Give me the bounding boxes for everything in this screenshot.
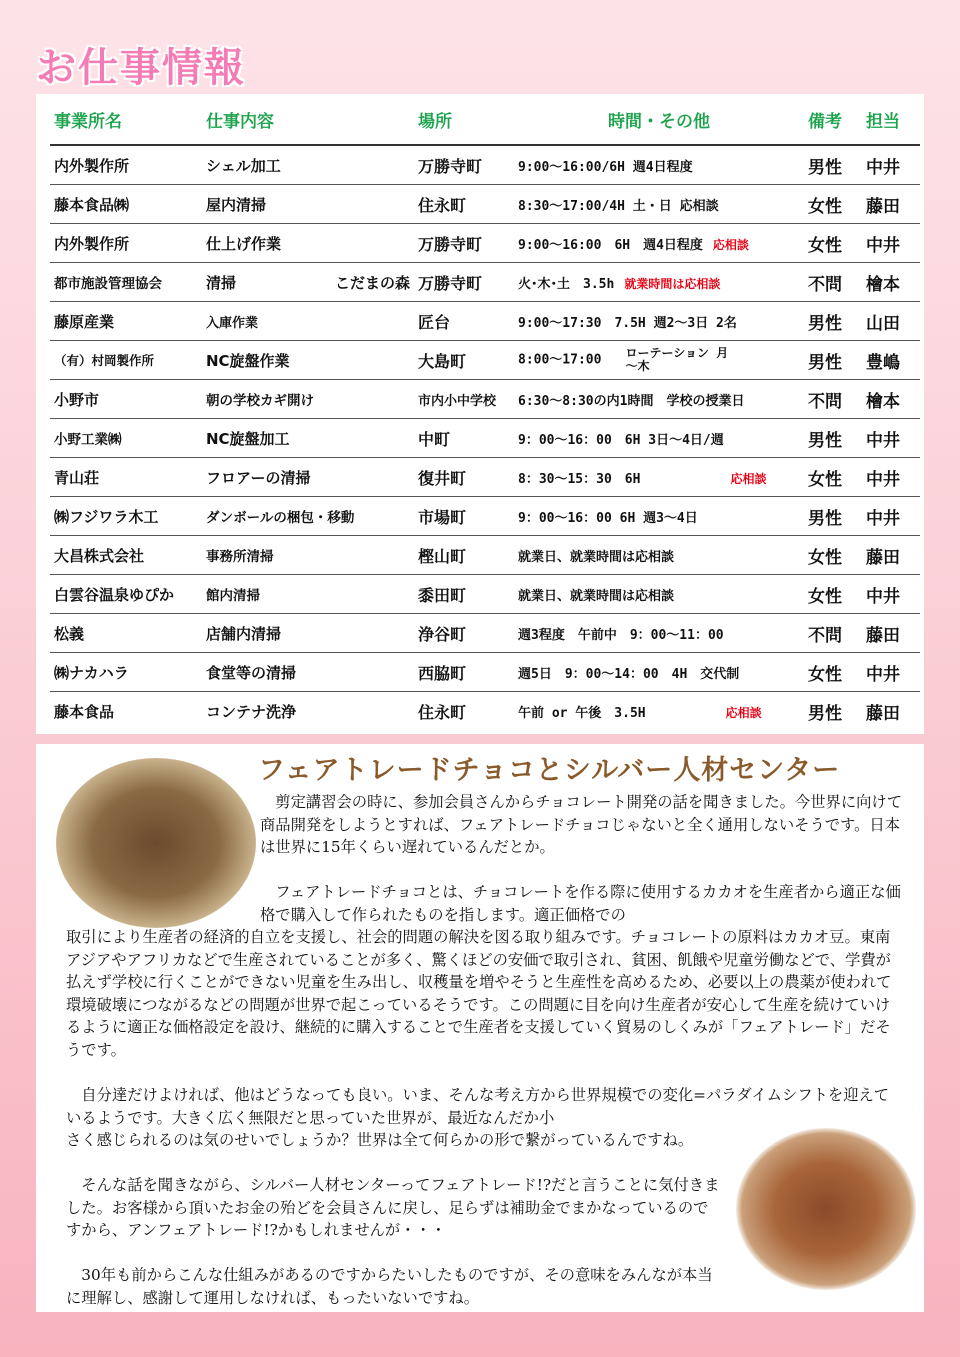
job-name: 内外製作所 bbox=[50, 145, 202, 185]
job-note: 女性 bbox=[804, 653, 862, 692]
job-work: 屋内清掃 bbox=[202, 185, 414, 224]
header-place: 場所 bbox=[418, 111, 452, 132]
job-note: 男性 bbox=[808, 703, 842, 724]
job-time-text: 9：00～16：00 6H 週3～4日 bbox=[518, 510, 698, 526]
job-work: NC旋盤作業 bbox=[202, 341, 414, 380]
job-place: 市場町 bbox=[414, 497, 514, 536]
job-time bbox=[514, 692, 804, 731]
job-note: 不問 bbox=[804, 380, 862, 419]
job-time bbox=[514, 497, 804, 536]
job-name: 小野工業㈱ bbox=[50, 419, 202, 458]
job-name: 藤本食品㈱ bbox=[50, 185, 202, 224]
job-time-text: 午前 or 午後 3.5H bbox=[518, 705, 646, 721]
job-time-note: 応相談 bbox=[730, 471, 767, 486]
job-row bbox=[50, 497, 920, 536]
job-note: 女性 bbox=[804, 185, 862, 224]
job-row bbox=[50, 145, 920, 185]
header-name: 事業所名 bbox=[54, 111, 122, 132]
job-place: 市内小中学校 bbox=[414, 380, 514, 419]
job-time bbox=[514, 185, 804, 224]
job-place: 万勝寺町 bbox=[414, 224, 514, 263]
job-time bbox=[514, 575, 804, 614]
job-time bbox=[514, 653, 804, 692]
job-work: 入庫作業 bbox=[202, 302, 414, 341]
job-name: 藤原産業 bbox=[50, 302, 202, 341]
job-place: 万勝寺町 bbox=[414, 263, 514, 302]
job-time-text: 8:30～17:00/4H 土・日 応相談 bbox=[518, 198, 719, 214]
job-staff: 山田 bbox=[862, 302, 920, 341]
article-title: フェアトレードチョコとシルバー人材センター bbox=[258, 755, 841, 786]
job-name: 藤本食品 bbox=[54, 702, 115, 721]
job-staff: 藤田 bbox=[862, 614, 920, 653]
job-name: 都市施設管理協会 bbox=[50, 263, 202, 302]
article-paragraph: 30年も前からこんな仕組みがあるのですからたいしたものですが、その意味をみんなが本当に理解し、感謝して運用しなければ、もったいないですね。 bbox=[66, 1266, 713, 1307]
job-row bbox=[50, 419, 920, 458]
job-time bbox=[514, 614, 804, 653]
job-work: コンテナ洗浄 bbox=[206, 702, 297, 721]
job-time-text: 週3程度 午前中 9：00～11：00 bbox=[518, 627, 724, 643]
job-work-extra: こだまの森 bbox=[334, 273, 410, 292]
job-place: 万勝寺町 bbox=[414, 145, 514, 185]
job-note: 不問 bbox=[804, 614, 862, 653]
job-staff: 藤田 bbox=[862, 536, 920, 575]
job-time-text: 就業日、就業時間は応相談 bbox=[518, 588, 675, 604]
article-paragraph: フェアトレードチョコとは、チョコレートを作る際に使用するカカオを生産者から適正な価格で購入して作られたものを指します。適正価格での bbox=[260, 883, 901, 924]
job-work: 事務所清掃 bbox=[202, 536, 414, 575]
job-time-note: ローテーション 月～木 bbox=[625, 346, 729, 373]
job-place: 大島町 bbox=[414, 341, 514, 380]
job-note: 男性 bbox=[804, 145, 862, 185]
job-work-text: 清掃 bbox=[206, 273, 237, 292]
job-place: 住永町 bbox=[418, 702, 467, 722]
job-place: 匠台 bbox=[414, 302, 514, 341]
job-work: 朝の学校カギ開け bbox=[202, 380, 414, 419]
job-note: 女性 bbox=[804, 224, 862, 263]
job-staff: 豊嶋 bbox=[862, 341, 920, 380]
job-staff: 中井 bbox=[862, 497, 920, 536]
job-place: 浄谷町 bbox=[414, 614, 514, 653]
job-name: 大昌株式会社 bbox=[50, 536, 202, 575]
job-staff: 中井 bbox=[862, 224, 920, 263]
job-work bbox=[202, 263, 414, 302]
job-name: ㈱フジワラ木工 bbox=[50, 497, 202, 536]
job-name: 内外製作所 bbox=[50, 224, 202, 263]
header-time: 時間・その他 bbox=[608, 111, 710, 132]
article-paragraph: 取引により生産者の経済的自立を支援し、社会的問題の解決を図る取り組みです。チョコレートの原料はカカオ豆。東南アジアやアフリカなどで生産されていることが多く、驚くほどの安価で取引され、貧困、飢餓や児童労働などで、学費が払えず学校に行くことができない児童を生み出し、収穫量を増やそうと生産性を高めるため、必要以上の農薬が使われて環境破壊につながるなどの問題が世界で起こっているそうです。この問題に目を向け生産者が安心して生産を続けていけるように適正な価格設定を設け、継続的に購入することで生産者を支援していく貿易のしくみが「フェアトレード」だそうです。 bbox=[66, 928, 892, 1059]
job-time bbox=[514, 536, 804, 575]
job-row bbox=[50, 263, 920, 302]
job-staff: 檜本 bbox=[862, 263, 920, 302]
job-note: 男性 bbox=[804, 341, 862, 380]
job-row bbox=[50, 224, 920, 263]
job-staff: 藤田 bbox=[866, 703, 900, 724]
job-row bbox=[50, 341, 920, 380]
jobs-header-row bbox=[50, 94, 920, 145]
job-staff: 檜本 bbox=[862, 380, 920, 419]
job-place: 樫山町 bbox=[414, 536, 514, 575]
job-time-text: 9：00～16：00 6H 3日～4日/週 bbox=[518, 432, 724, 448]
job-time bbox=[514, 341, 804, 380]
header-note: 備考 bbox=[808, 111, 842, 132]
job-note: 男性 bbox=[804, 497, 862, 536]
article-paragraph: 自分達だけよければ、他はどうなっても良い。いま、そんな考え方から世界規模での変化=パラダイムシフトを迎えているようです。大きく広く無限だと思っていた世界が、最近なんだか小 bbox=[66, 1086, 890, 1127]
job-time-text: 9:00～16:00/6H 週4日程度 bbox=[518, 159, 693, 175]
job-work: ダンボールの梱包・移動 bbox=[202, 497, 414, 536]
article-paragraph: そんな話を聞きながら、シルバー人材センターってフェアトレード!?だと言うことに気付きました。お客様から頂いたお金の殆どを会員さんに戻し、足らずは補助金でまかなっているのですから、アンフェアトレード!?かもしれませんが・・・ bbox=[66, 1176, 720, 1239]
header-staff: 担当 bbox=[866, 111, 900, 132]
job-row bbox=[50, 614, 920, 653]
article-panel bbox=[36, 744, 924, 1312]
job-note: 男性 bbox=[804, 419, 862, 458]
job-name: ㈱ナカハラ bbox=[50, 653, 202, 692]
job-row bbox=[50, 380, 920, 419]
job-time bbox=[514, 419, 804, 458]
job-work: NC旋盤加工 bbox=[202, 419, 414, 458]
job-note: 女性 bbox=[804, 458, 862, 497]
job-time bbox=[514, 380, 804, 419]
job-row bbox=[50, 653, 920, 692]
job-row bbox=[50, 458, 920, 497]
job-row bbox=[50, 302, 920, 341]
photo-cacao-boy bbox=[56, 758, 256, 928]
job-time-note: 応相談 bbox=[725, 705, 762, 720]
job-time-text: 週5日 9：00～14：00 4H 交代制 bbox=[518, 666, 740, 682]
job-staff: 中井 bbox=[862, 419, 920, 458]
job-staff: 中井 bbox=[862, 145, 920, 185]
job-name: 松義 bbox=[50, 614, 202, 653]
job-work: フロアーの清掃 bbox=[202, 458, 414, 497]
job-time bbox=[514, 224, 804, 263]
job-time bbox=[514, 302, 804, 341]
article-paragraph: 剪定講習会の時に、参加会員さんからチョコレート開発の話を聞きました。今世界に向けて商品開発をしようとすれば、フェアトレードチョコじゃないと全く通用しないそうです。日本は世界に15年くらい遅れているんだとか。 bbox=[260, 793, 903, 856]
job-time-text: 8：30～15：30 6H bbox=[518, 471, 641, 487]
job-staff: 藤田 bbox=[862, 185, 920, 224]
job-place: 復井町 bbox=[414, 458, 514, 497]
job-staff: 中井 bbox=[862, 458, 920, 497]
job-row bbox=[50, 575, 920, 614]
job-row bbox=[50, 185, 920, 224]
job-time-note: 応相談 bbox=[712, 237, 749, 252]
jobs-panel bbox=[36, 94, 924, 734]
job-time-text: 9:00～17:30 7.5H 週2～3日 2名 bbox=[518, 315, 737, 331]
job-name: 白雲谷温泉ゆぴか bbox=[50, 575, 202, 614]
job-staff: 中井 bbox=[862, 653, 920, 692]
job-time-text: 火･木･土 3.5h bbox=[518, 276, 615, 292]
job-row bbox=[50, 692, 920, 731]
job-time-note: 就業時間は応相談 bbox=[624, 276, 721, 291]
photo-cacao-woman bbox=[736, 1128, 916, 1290]
job-time bbox=[514, 458, 804, 497]
job-row bbox=[50, 536, 920, 575]
job-work: 食堂等の清掃 bbox=[202, 653, 414, 692]
job-time-text: 9:00～16:00 6H 週4日程度 bbox=[518, 237, 703, 253]
job-note: 不問 bbox=[804, 263, 862, 302]
job-place: 住永町 bbox=[414, 185, 514, 224]
header-work: 仕事内容 bbox=[206, 111, 274, 132]
job-work: シェル加工 bbox=[202, 145, 414, 185]
job-place: 中町 bbox=[414, 419, 514, 458]
job-work: 店舗内清掃 bbox=[202, 614, 414, 653]
job-time-text: 就業日、就業時間は応相談 bbox=[518, 549, 675, 565]
job-staff: 中井 bbox=[862, 575, 920, 614]
job-place: 西脇町 bbox=[414, 653, 514, 692]
jobs-table bbox=[50, 94, 920, 730]
job-place: 黍田町 bbox=[414, 575, 514, 614]
job-time-text: 6:30～8:30の内1時間 学校の授業日 bbox=[518, 393, 745, 409]
job-time-text: 8:00～17:00 bbox=[518, 352, 602, 368]
job-name: 青山荘 bbox=[50, 458, 202, 497]
job-note: 女性 bbox=[804, 575, 862, 614]
job-note: 男性 bbox=[804, 302, 862, 341]
job-note: 女性 bbox=[804, 536, 862, 575]
page-title: お仕事情報 bbox=[36, 45, 246, 91]
job-name: （有）村岡製作所 bbox=[50, 341, 202, 380]
article-paragraph: さく感じられるのは気のせいでしょうか？世界は全て何らかの形で繋がっているんですね。 bbox=[66, 1131, 694, 1149]
job-time bbox=[514, 263, 804, 302]
job-name: 小野市 bbox=[50, 380, 202, 419]
job-work: 館内清掃 bbox=[202, 575, 414, 614]
job-time bbox=[514, 145, 804, 185]
job-work: 仕上げ作業 bbox=[202, 224, 414, 263]
